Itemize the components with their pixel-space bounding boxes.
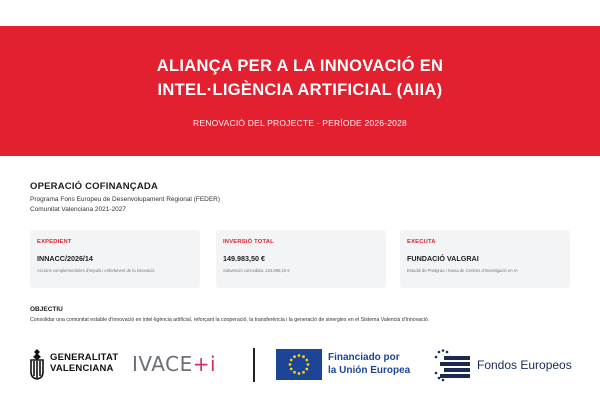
- card-value: INNACC/2026/14: [37, 254, 93, 263]
- operation-program: Programa Fons Europeu de Desenvolupament Regional (FEDER): [30, 196, 221, 203]
- card-note: Estudis de Postgrau i Xarxa de Centres d'Investigació en IA: [407, 268, 518, 273]
- ivace-wordmark: IVACE: [132, 352, 193, 376]
- fondos-europeos-wordmark: Fondos Europeos: [477, 358, 572, 372]
- title-line-1: ALIANÇA PER A LA INNOVACIÓ EN: [156, 57, 444, 75]
- card-investment: [216, 230, 386, 288]
- card-expedient: [30, 230, 200, 288]
- header-banner: [0, 26, 600, 156]
- card-note: Subvenció concedida: 134.985,15 €: [223, 268, 290, 273]
- card-label: INVERSIÓ TOTAL: [223, 239, 274, 245]
- fondos-europeos-icon: [432, 348, 472, 382]
- eu-flag-icon: [276, 349, 322, 380]
- operation-region: Comunitat Valenciana 2021-2027: [30, 206, 127, 213]
- objective-heading: OBJECTIU: [30, 306, 63, 313]
- card-value: 149.983,50 €: [223, 254, 265, 263]
- card-executor: [400, 230, 570, 288]
- generalitat-line-1: GENERALITAT: [50, 352, 119, 363]
- objective-text: Consolidar una comunitat estable d'innovació en intel·ligència artificial, reforçant la cooperació, la transferència i la generació de sinergies en el Sistema Valencià d'Innovació.: [30, 317, 430, 323]
- page-title: [0, 54, 600, 102]
- generalitat-wordmark: [50, 352, 118, 374]
- card-note: Accions complementàries d'impuls i enfortiment de la innovació: [37, 268, 155, 273]
- logo-strip: [0, 340, 600, 390]
- card-label: EXPEDIENT: [37, 239, 72, 245]
- eu-line-2: la Unión Europea: [328, 365, 411, 376]
- operation-heading: OPERACIÓ COFINANÇADA: [30, 181, 159, 192]
- eu-line-1: Financiado por: [328, 352, 400, 363]
- logo-divider: [253, 348, 255, 382]
- ivace-plus-i: +i: [192, 352, 217, 376]
- generalitat-line-2: VALENCIANA: [50, 363, 114, 374]
- generalitat-shield-icon: [28, 348, 46, 380]
- title-line-2: INTEL·LIGÈNCIA ARTIFICIAL (AIIA): [157, 81, 443, 99]
- card-label: EXECUTA: [407, 239, 436, 245]
- ivace-logo: [132, 352, 216, 376]
- page-subtitle: RENOVACIÓ DEL PROJECTE · PERÍODE 2026-2028: [193, 118, 407, 128]
- card-value: FUNDACIÓ VALGRAI: [407, 254, 479, 263]
- generalitat-logo: [28, 348, 123, 380]
- eu-funding-text: [328, 351, 410, 377]
